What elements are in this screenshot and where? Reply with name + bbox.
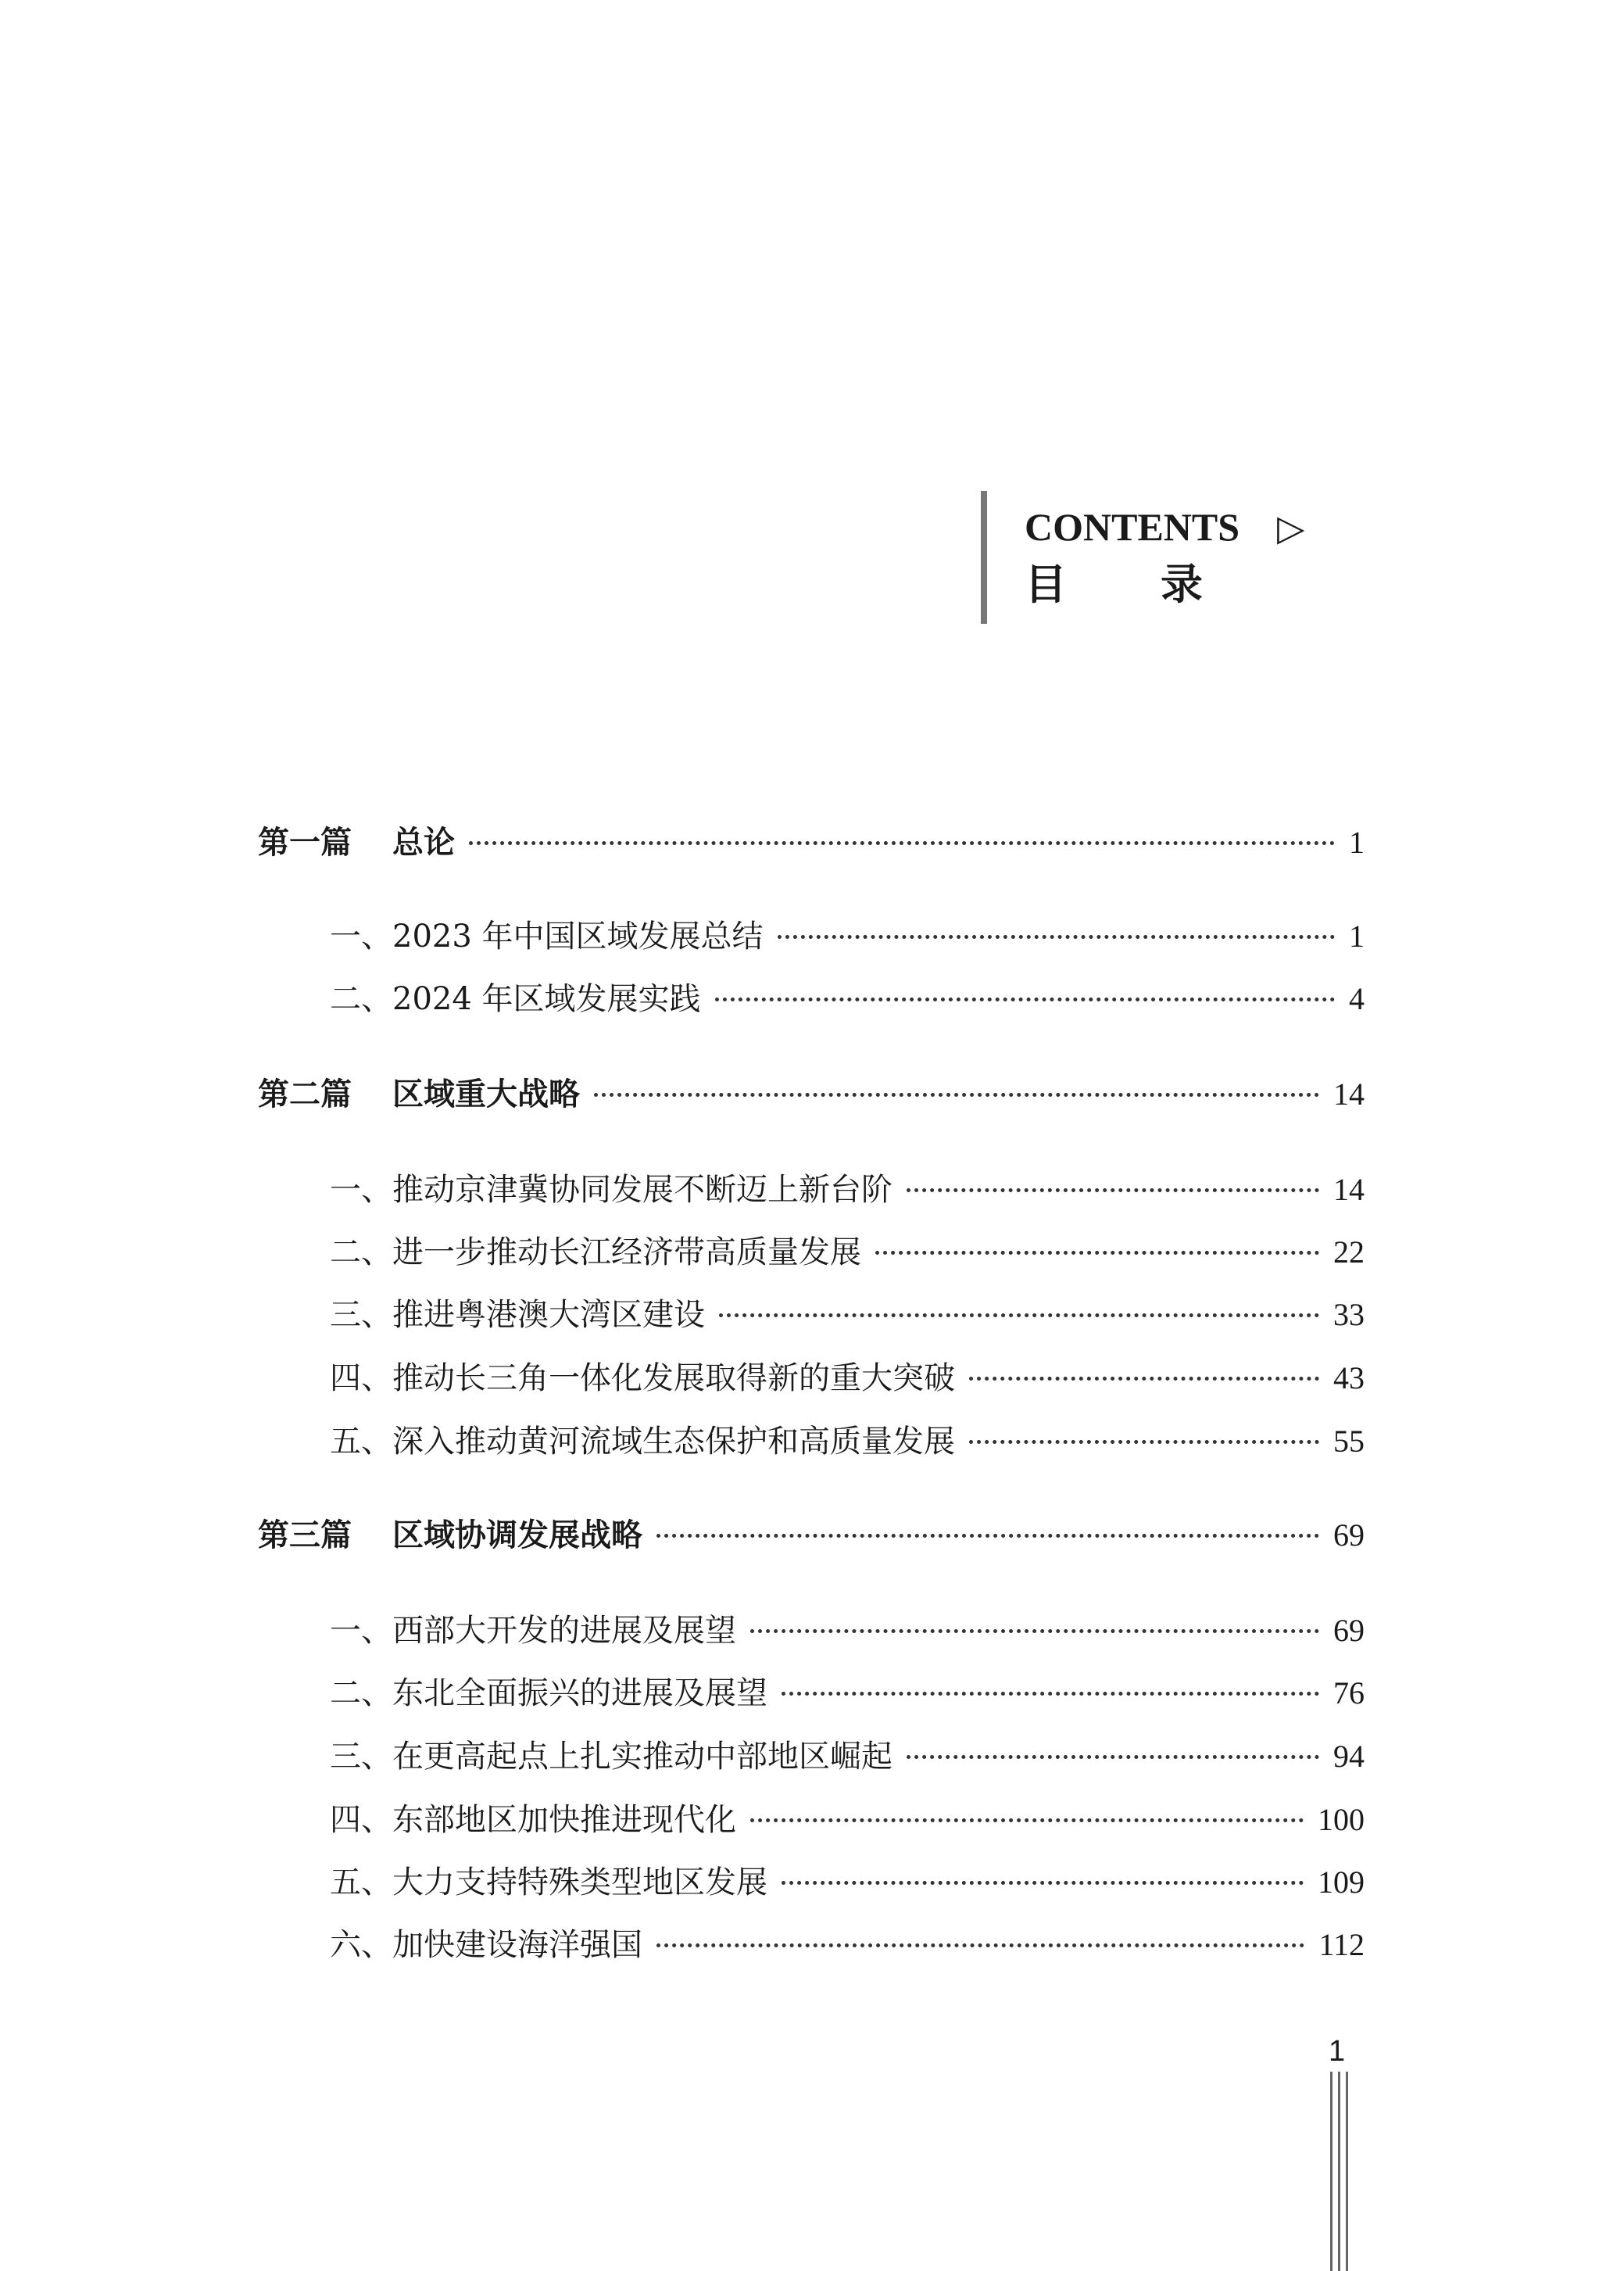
page-number: 14	[1333, 1076, 1365, 1112]
toc-section[interactable]	[330, 1735, 1365, 1778]
toc-section[interactable]	[330, 1168, 1365, 1212]
page-number: 76	[1333, 1675, 1365, 1710]
toc-section[interactable]	[330, 1798, 1365, 1842]
section-title: 一、推动京津冀协同发展不断迈上新台阶	[330, 1172, 892, 1208]
dot-leader	[594, 1093, 1319, 1097]
section-title: 六、加快建设海洋强国	[330, 1927, 642, 1963]
part-label: 第三篇	[258, 1517, 352, 1553]
toc-section[interactable]	[330, 1420, 1365, 1463]
part-title: 总论	[392, 825, 455, 861]
toc-section[interactable]	[330, 1671, 1365, 1715]
page-number: 109	[1318, 1864, 1365, 1900]
page-number: 22	[1333, 1234, 1365, 1270]
part-title: 区域重大战略	[392, 1076, 580, 1112]
dot-leader	[782, 1881, 1304, 1885]
toc-part-2[interactable]	[258, 1073, 1365, 1116]
page-number: 4	[1349, 981, 1365, 1016]
section-title: 五、大力支持特殊类型地区发展	[330, 1864, 767, 1900]
page-number: 1	[1349, 825, 1365, 860]
dot-leader	[750, 1818, 1304, 1822]
contents-label: CONTENTS	[1025, 505, 1240, 549]
dot-leader	[469, 841, 1335, 845]
toc-part-1[interactable]	[258, 821, 1365, 865]
dot-leader	[969, 1440, 1319, 1444]
page-number: 1	[1349, 919, 1365, 954]
page-number: 69	[1333, 1613, 1365, 1648]
section-title: 二、进一步推动长江经济带高质量发展	[330, 1234, 861, 1270]
part-title: 区域协调发展战略	[392, 1517, 642, 1553]
section-title: 二、东北全面振兴的进展及展望	[330, 1675, 767, 1711]
margin-rule-lines	[1330, 2072, 1354, 2271]
section-title: 一、2023 年中国区域发展总结	[330, 919, 764, 955]
dot-leader	[907, 1188, 1319, 1192]
page-title: 目录	[1025, 560, 1297, 609]
toc-section[interactable]	[330, 977, 1365, 1021]
toc-section[interactable]	[330, 1356, 1365, 1400]
folio-page-number: 1	[1329, 2035, 1346, 2068]
dot-leader	[782, 1692, 1319, 1696]
page-number: 33	[1333, 1297, 1365, 1332]
section-title: 四、东部地区加快推进现代化	[330, 1802, 736, 1838]
dot-leader	[656, 1943, 1304, 1947]
toc-section[interactable]	[330, 915, 1365, 958]
dot-leader	[719, 1313, 1319, 1317]
dot-leader	[750, 1629, 1319, 1633]
dot-leader	[875, 1251, 1319, 1255]
part-label: 第二篇	[258, 1076, 352, 1112]
section-title: 三、推进粤港澳大湾区建设	[330, 1297, 705, 1333]
dot-leader	[778, 935, 1335, 939]
toc-section[interactable]	[330, 1230, 1365, 1274]
dot-leader	[715, 998, 1335, 1001]
page-number: 94	[1333, 1739, 1365, 1774]
section-title: 二、2024 年区域发展实践	[330, 981, 701, 1017]
toc-section[interactable]	[330, 1923, 1365, 1967]
page-number: 100	[1318, 1802, 1365, 1837]
dot-leader	[907, 1755, 1319, 1759]
section-title: 五、深入推动黄河流域生态保护和高质量发展	[330, 1424, 955, 1460]
dot-leader	[969, 1377, 1319, 1381]
page-number: 69	[1333, 1517, 1365, 1553]
toc-section[interactable]	[330, 1861, 1365, 1904]
section-title: 一、西部大开发的进展及展望	[330, 1613, 736, 1649]
section-title: 三、在更高起点上扎实推动中部地区崛起	[330, 1739, 892, 1775]
toc-section[interactable]	[330, 1609, 1365, 1653]
triangle-arrow-icon: ▷	[1277, 508, 1305, 548]
toc-part-3[interactable]	[258, 1513, 1365, 1557]
page-number: 112	[1318, 1927, 1365, 1962]
page-number: 55	[1333, 1424, 1365, 1459]
section-title: 四、推动长三角一体化发展取得新的重大突破	[330, 1360, 955, 1396]
dot-leader	[656, 1534, 1319, 1538]
page-number: 43	[1333, 1360, 1365, 1395]
toc-section[interactable]	[330, 1293, 1365, 1337]
page-number: 14	[1333, 1172, 1365, 1207]
part-label: 第一篇	[258, 825, 352, 861]
